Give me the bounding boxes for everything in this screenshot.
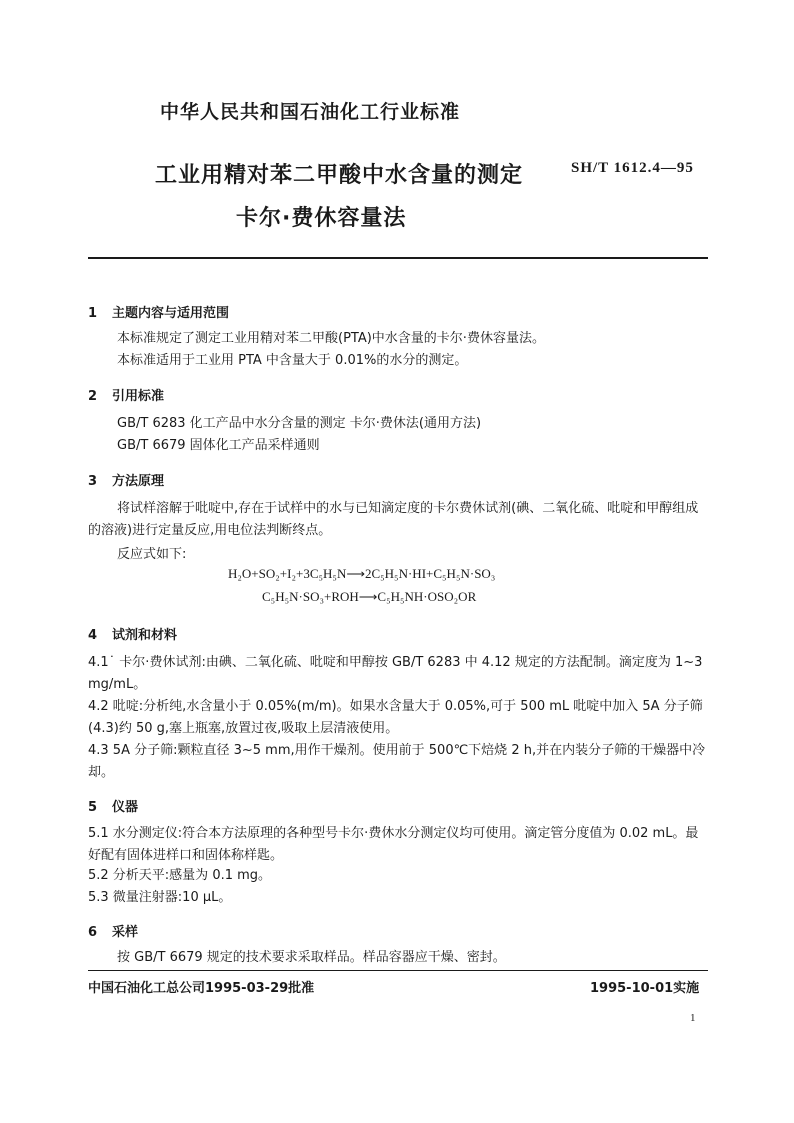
section-3-heading <box>88 470 164 489</box>
section-number: 1 <box>88 306 98 321</box>
header-divider <box>88 257 708 259</box>
section-5-heading <box>88 796 138 815</box>
section-6-heading <box>88 921 138 940</box>
section-3-paragraph: 将试样溶解于吡啶中,存在于试样中的水与已知滴定度的卡尔费休试剂(碘、二氧化硫、吡啶和甲醇组成的溶液)进行定量反应,用电位法判断终点。 <box>88 501 699 538</box>
section-number: 2 <box>88 389 98 404</box>
section-1-heading <box>88 302 229 321</box>
section-title: 仪器 <box>112 800 139 815</box>
standard-number: SH/T 1612.4—95 <box>571 160 694 176</box>
clause-item: 4.1˙ 卡尔·费休试剂:由碘、二氧化硫、吡啶和甲醇按 GB/T 6283 中 4.12 规定的方法配制。滴定度为 1~3 mg/mL。 <box>88 655 703 692</box>
page-number: 1 <box>690 1012 696 1024</box>
issuer-title: 中华人民共和国石油化工行业标准 <box>160 101 461 123</box>
footer-divider <box>88 970 708 971</box>
section-number: 6 <box>88 925 98 940</box>
reaction-equation: C₅H₅N·SO₃+ROH⟶C₅H₅NH·OSO₂OR <box>262 589 477 604</box>
section-number: 3 <box>88 474 98 489</box>
section-number: 5 <box>88 800 98 815</box>
reference-item: GB/T 6283 化工产品中水分含量的测定 卡尔·费休法(通用方法) <box>117 416 482 431</box>
reference-item: GB/T 6679 固体化工产品采样通则 <box>117 438 320 453</box>
reaction-equation: H₂O+SO₂+I₂+3C₅H₅N⟶2C₅H₅N·HI+C₅H₅N·SO₃ <box>228 566 496 581</box>
section-number: 4 <box>88 628 98 643</box>
section-6-paragraph: 按 GB/T 6679 规定的技术要求采取样品。样品容器应干燥、密封。 <box>117 950 506 965</box>
clause-item: 5.3 微量注射器:10 μL。 <box>88 890 232 905</box>
section-title: 采样 <box>112 925 139 940</box>
implementation-line: 1995-10-01实施 <box>590 981 700 996</box>
section-4-heading <box>88 624 177 643</box>
section-title: 主题内容与适用范围 <box>112 306 230 321</box>
clause-item: 4.2 吡啶:分析纯,水含量小于 0.05%(m/m)。如果水含量大于 0.05%,可于 500 mL 吡啶中加入 5A 分子筛(4.3)约 50 g,塞上瓶塞,放置过夜,吸取上层清液使用。 <box>88 699 703 736</box>
section-title: 引用标准 <box>112 389 165 404</box>
section-1-paragraph: 本标准规定了测定工业用精对苯二甲酸(PTA)中水含量的卡尔·费休容量法。 <box>117 331 545 346</box>
clause-item: 4.3 5A 分子筛:颗粒直径 3~5 mm,用作干燥剂。使用前于 500℃下焙烧 2 h,并在内装分子筛的干燥器中冷却。 <box>88 743 706 780</box>
document-title-line1: 工业用精对苯二甲酸中水含量的测定 <box>155 163 524 188</box>
approval-line: 中国石油化工总公司1995-03-29批准 <box>88 981 315 996</box>
clause-item: 5.1 水分测定仪:符合本方法原理的各种型号卡尔·费休水分测定仪均可使用。滴定管分度值为 0.02 mL。最好配有固体进样口和固体称样匙。 <box>88 826 699 863</box>
section-title: 试剂和材料 <box>112 628 178 643</box>
section-title: 方法原理 <box>112 474 165 489</box>
clause-item: 5.2 分析天平:感量为 0.1 mg。 <box>88 868 272 883</box>
section-2-heading <box>88 385 164 404</box>
document-title-line2: 卡尔·费休容量法 <box>236 206 407 231</box>
section-1-paragraph: 本标准适用于工业用 PTA 中含量大于 0.01%的水分的测定。 <box>117 353 468 368</box>
reaction-intro: 反应式如下: <box>117 547 187 562</box>
